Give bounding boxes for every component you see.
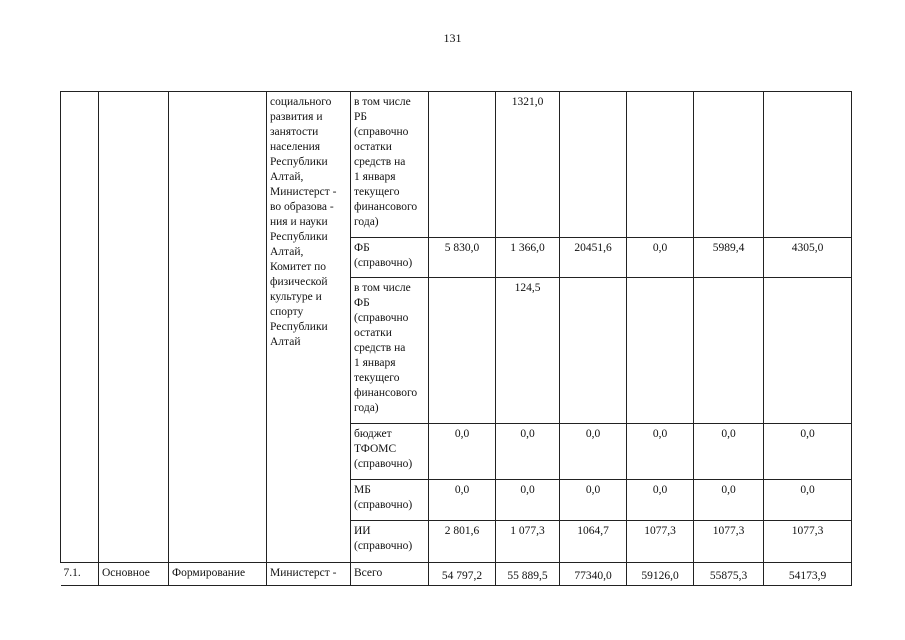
value-cell: 0,0 xyxy=(496,424,560,480)
total-value-cell: 54 797,2 xyxy=(429,563,496,586)
text-line: средств на xyxy=(354,342,406,354)
value-cell xyxy=(627,278,694,424)
value-cell: 0,0 xyxy=(764,424,852,480)
value-cell: 2 801,6 xyxy=(429,521,496,563)
text-line: 1 января xyxy=(354,357,396,369)
total-value-cell: 59126,0 xyxy=(627,563,694,586)
text-line: РБ xyxy=(354,111,367,123)
text-line: ния и науки xyxy=(270,216,328,228)
text-line: культуре и xyxy=(270,291,322,303)
item-name: Формирование xyxy=(169,563,267,586)
text-line: населения xyxy=(270,141,321,153)
value-cell: 0,0 xyxy=(627,238,694,278)
value-cell: 1077,3 xyxy=(627,521,694,563)
text-line: финансового xyxy=(354,387,418,399)
value-cell: 1321,0 xyxy=(496,92,560,238)
text-line: текущего xyxy=(354,186,400,198)
source-cell xyxy=(351,480,429,521)
text-line: во образова - xyxy=(270,201,334,213)
text-line: ТФОМС xyxy=(354,443,397,455)
value-cell: 0,0 xyxy=(560,424,627,480)
text-line: Республики xyxy=(270,321,328,333)
value-cell: 0,0 xyxy=(694,424,764,480)
value-cell: 0,0 xyxy=(496,480,560,521)
source-cell xyxy=(351,278,429,424)
value-cell xyxy=(627,92,694,238)
text-line: Республики xyxy=(270,231,328,243)
text-line: (справочно) xyxy=(354,499,413,511)
table-row xyxy=(61,92,852,238)
text-line: бюджет xyxy=(354,428,392,440)
text-line: занятости xyxy=(270,126,319,138)
text-line: финансового xyxy=(354,201,418,213)
source-cell xyxy=(351,521,429,563)
value-cell: 0,0 xyxy=(429,424,496,480)
value-cell: 0,0 xyxy=(627,480,694,521)
text-line: в том числе xyxy=(354,282,411,294)
number-cell xyxy=(61,92,99,563)
type-cell xyxy=(99,92,169,563)
text-line: Комитет по xyxy=(270,261,326,273)
text-line: (справочно) xyxy=(354,257,413,269)
table-row xyxy=(61,563,852,586)
value-cell: 0,0 xyxy=(627,424,694,480)
item-responsible: Министерст - xyxy=(267,563,351,586)
total-value-cell: 54173,9 xyxy=(764,563,852,586)
text-line: (справочно xyxy=(354,126,409,138)
source-cell xyxy=(351,424,429,480)
value-cell xyxy=(429,278,496,424)
value-cell xyxy=(694,278,764,424)
text-line: Алтай, xyxy=(270,171,304,183)
value-cell xyxy=(694,92,764,238)
text-line: физической xyxy=(270,276,328,288)
item-number: 7.1. xyxy=(61,563,99,586)
text-line: остатки xyxy=(354,141,392,153)
value-cell: 4305,0 xyxy=(764,238,852,278)
text-line: спорту xyxy=(270,306,304,318)
value-cell: 1077,3 xyxy=(764,521,852,563)
text-line: (справочно) xyxy=(354,540,413,552)
text-line: (справочно) xyxy=(354,458,413,470)
value-cell: 0,0 xyxy=(429,480,496,521)
text-line: ФБ xyxy=(354,242,370,254)
item-type: Основное xyxy=(99,563,169,586)
value-cell xyxy=(560,278,627,424)
page-number: 131 xyxy=(443,31,462,45)
value-cell: 5 830,0 xyxy=(429,238,496,278)
budget-table xyxy=(60,91,852,586)
source-cell xyxy=(351,92,429,238)
value-cell xyxy=(429,92,496,238)
text-line: развития и xyxy=(270,111,323,123)
text-line: года) xyxy=(354,402,379,414)
responsible-text xyxy=(270,95,347,350)
total-value-cell: 55875,3 xyxy=(694,563,764,586)
total-value-cell: 77340,0 xyxy=(560,563,627,586)
text-line: текущего xyxy=(354,372,400,384)
value-cell: 1 077,3 xyxy=(496,521,560,563)
source-cell xyxy=(351,238,429,278)
text-line: средств на xyxy=(354,156,406,168)
value-cell: 0,0 xyxy=(694,480,764,521)
text-line: ИИ xyxy=(354,525,371,537)
value-cell: 5989,4 xyxy=(694,238,764,278)
text-line: Министерст - xyxy=(270,186,337,198)
value-cell: 0,0 xyxy=(560,480,627,521)
text-line: Алтай, xyxy=(270,246,304,258)
value-cell: 1 366,0 xyxy=(496,238,560,278)
value-cell: 0,0 xyxy=(764,480,852,521)
name-cell xyxy=(169,92,267,563)
text-line: в том числе xyxy=(354,96,411,108)
text-line: 1 января xyxy=(354,171,396,183)
text-line: года) xyxy=(354,216,379,228)
value-cell: 1077,3 xyxy=(694,521,764,563)
text-line: ФБ xyxy=(354,297,370,309)
total-value-cell: 55 889,5 xyxy=(496,563,560,586)
value-cell: 20451,6 xyxy=(560,238,627,278)
text-line: Алтай xyxy=(270,336,301,348)
value-cell xyxy=(764,92,852,238)
item-source: Всего xyxy=(351,563,429,586)
responsible-cell xyxy=(267,92,351,563)
value-cell xyxy=(764,278,852,424)
value-cell: 124,5 xyxy=(496,278,560,424)
text-line: Республики xyxy=(270,156,328,168)
text-line: (справочно xyxy=(354,312,409,324)
value-cell: 1064,7 xyxy=(560,521,627,563)
text-line: остатки xyxy=(354,327,392,339)
value-cell xyxy=(560,92,627,238)
text-line: социального xyxy=(270,96,332,108)
text-line: МБ xyxy=(354,484,371,496)
